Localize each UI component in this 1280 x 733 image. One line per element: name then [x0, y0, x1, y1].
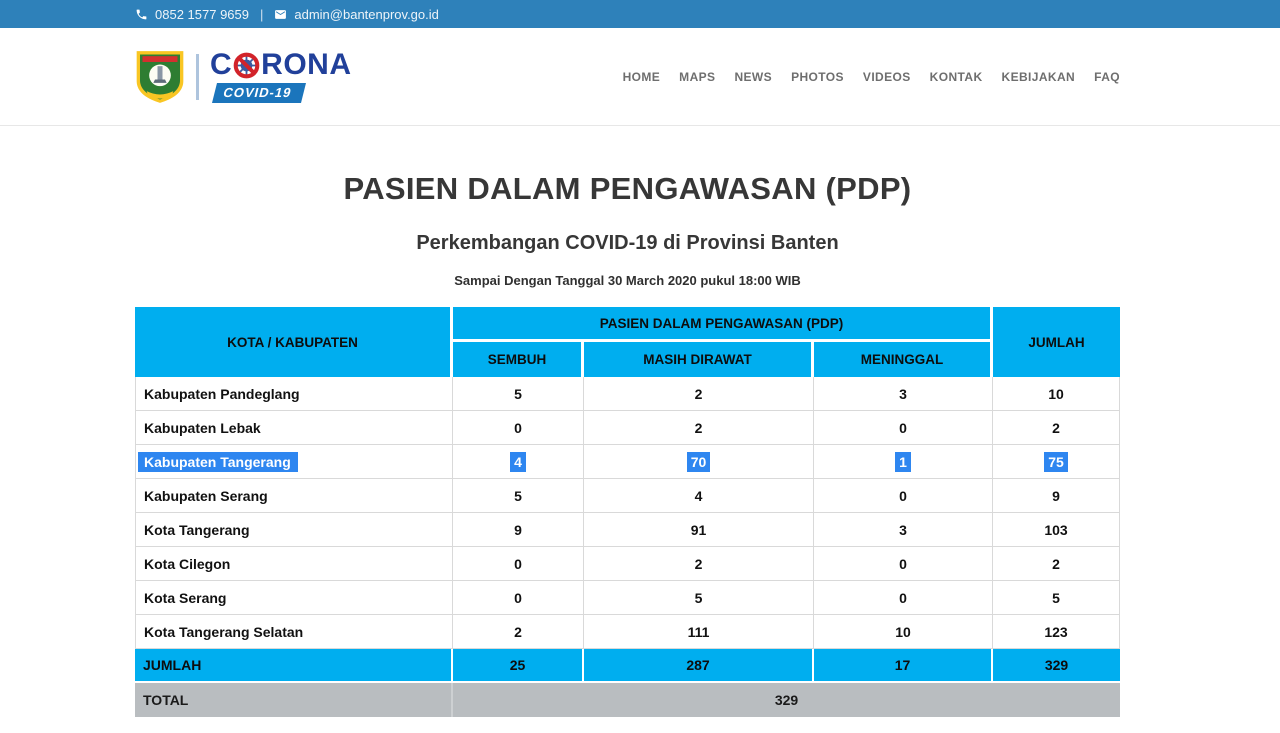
meninggal-cell — [814, 513, 993, 547]
table-row — [135, 479, 1120, 513]
sembuh-cell — [453, 581, 584, 615]
value-text: 2 — [694, 385, 703, 402]
no-virus-icon — [233, 52, 260, 79]
sembuh-cell — [453, 547, 584, 581]
value-text: 2 — [694, 419, 703, 436]
sembuh-cell — [453, 445, 584, 479]
value-text: 2 — [1052, 555, 1060, 572]
table-row — [135, 513, 1120, 547]
region-cell — [135, 547, 453, 581]
meninggal-cell — [814, 445, 993, 479]
phone-icon — [135, 8, 148, 21]
table-row — [135, 581, 1120, 615]
topbar-separator: | — [259, 6, 264, 22]
region-cell — [135, 377, 453, 411]
value-text: 123 — [1044, 623, 1068, 640]
table-row — [135, 547, 1120, 581]
value-text: 3 — [899, 521, 907, 538]
wordmark-prefix: C — [210, 48, 233, 81]
col-header-meninggal: MENINGGAL — [814, 342, 993, 377]
dirawat-cell — [584, 445, 814, 479]
region-cell — [135, 615, 453, 649]
topbar-phone-text: 0852 1577 9659 — [155, 6, 249, 22]
value-text: 0 — [514, 555, 522, 572]
value-text: 2 — [1052, 419, 1060, 436]
region-label: Kabupaten Tangerang — [138, 452, 298, 472]
value-text: 4 — [694, 487, 703, 504]
dirawat-cell — [584, 513, 814, 547]
sembuh-cell — [453, 513, 584, 547]
total-row — [135, 683, 1120, 717]
value-text: 9 — [514, 521, 522, 538]
page-title: PASIEN DALAM PENGAWASAN (PDP) — [343, 171, 912, 206]
region-label: Kabupaten Lebak — [144, 419, 261, 436]
jumlah-dirawat: 287 — [584, 649, 814, 683]
sembuh-cell — [453, 411, 584, 445]
value-text: 111 — [687, 623, 710, 640]
envelope-icon — [274, 8, 287, 21]
value-text: 0 — [899, 419, 907, 436]
pdp-table-body — [135, 377, 1120, 649]
covid19-banner: COVID-19 — [212, 83, 306, 103]
dirawat-cell — [584, 547, 814, 581]
meninggal-cell — [814, 411, 993, 445]
nav-item-videos[interactable]: VIDEOS — [862, 69, 911, 84]
region-cell — [135, 581, 453, 615]
table-row — [135, 615, 1120, 649]
value-text: 0 — [514, 589, 522, 606]
region-label: Kota Tangerang — [144, 521, 250, 538]
jumlah-cell — [993, 615, 1120, 649]
dirawat-cell — [584, 411, 814, 445]
total-row-value: 329 — [453, 683, 1120, 717]
col-header-jumlah: JUMLAH — [993, 307, 1120, 377]
nav-item-photos[interactable]: PHOTOS — [791, 69, 844, 84]
topbar-email-link[interactable] — [274, 7, 439, 22]
meninggal-cell — [814, 581, 993, 615]
value-text: 10 — [895, 623, 911, 640]
value-text: 5 — [514, 385, 522, 402]
region-cell — [135, 445, 453, 479]
main-content — [135, 126, 1120, 717]
value-text: 91 — [690, 521, 707, 538]
value-text: 70 — [687, 452, 711, 472]
sembuh-cell — [453, 479, 584, 513]
value-text: 4 — [510, 452, 526, 472]
pdp-table-header — [135, 307, 1120, 377]
dirawat-cell — [584, 581, 814, 615]
dirawat-cell — [584, 377, 814, 411]
main-nav — [623, 70, 1120, 84]
jumlah-cell — [993, 479, 1120, 513]
region-cell — [135, 411, 453, 445]
jumlah-cell — [993, 445, 1120, 479]
region-label: Kabupaten Pandeglang — [144, 385, 300, 402]
nav-item-kontak[interactable]: KONTAK — [929, 69, 983, 84]
region-label: Kota Tangerang Selatan — [144, 623, 304, 640]
value-text: 9 — [1052, 487, 1060, 504]
jumlah-sembuh: 25 — [453, 649, 584, 683]
dirawat-cell — [584, 479, 814, 513]
table-row — [135, 445, 1120, 479]
banten-crest-icon — [135, 49, 185, 105]
value-text: 3 — [899, 385, 907, 402]
col-header-masih-dirawat: MASIH DIRAWAT — [584, 342, 814, 377]
nav-item-maps[interactable]: MAPS — [679, 69, 716, 84]
region-cell — [135, 513, 453, 547]
region-label: Kota Serang — [144, 589, 227, 606]
value-text: 2 — [694, 555, 703, 572]
region-cell — [135, 479, 453, 513]
value-text: 0 — [899, 589, 907, 606]
col-header-group: PASIEN DALAM PENGAWASAN (PDP) — [453, 307, 993, 342]
nav-item-faq[interactable]: FAQ — [1094, 69, 1120, 84]
topbar — [0, 0, 1280, 28]
value-text: 75 — [1044, 452, 1068, 472]
topbar-phone-link[interactable] — [135, 7, 249, 22]
jumlah-cell — [993, 547, 1120, 581]
value-text: 10 — [1048, 385, 1064, 402]
value-text: 0 — [514, 419, 522, 436]
total-row-label: TOTAL — [135, 683, 453, 717]
meninggal-cell — [814, 615, 993, 649]
jumlah-row — [135, 649, 1120, 683]
region-label: Kabupaten Serang — [144, 487, 268, 504]
value-text: 0 — [899, 487, 907, 504]
page-subtitle: Perkembangan COVID-19 di Provinsi Banten — [416, 232, 839, 254]
site-logo[interactable] — [135, 49, 352, 105]
topbar-email-text: admin@bantenprov.go.id — [294, 6, 439, 22]
jumlah-cell — [993, 377, 1120, 411]
sembuh-cell — [453, 615, 584, 649]
nav-item-kebijakan[interactable]: KEBIJAKAN — [1001, 69, 1076, 84]
meninggal-cell — [814, 547, 993, 581]
pdp-table — [135, 307, 1120, 717]
jumlah-cell — [993, 581, 1120, 615]
value-text: 1 — [895, 452, 911, 472]
nav-item-home[interactable]: HOME — [622, 69, 661, 84]
jumlah-meninggal: 17 — [814, 649, 993, 683]
value-text: 5 — [514, 487, 522, 504]
value-text: 5 — [1052, 589, 1060, 606]
col-header-region: KOTA / KABUPATEN — [135, 307, 453, 377]
jumlah-cell — [993, 513, 1120, 547]
logo-divider — [196, 54, 199, 100]
table-row — [135, 411, 1120, 445]
date-line: Sampai Dengan Tanggal 30 March 2020 pukul 18:00 WIB — [454, 273, 801, 288]
value-text: 5 — [694, 589, 703, 606]
region-label: Kota Cilegon — [144, 555, 231, 572]
table-row — [135, 377, 1120, 411]
jumlah-total: 329 — [993, 649, 1120, 683]
sembuh-cell — [453, 377, 584, 411]
dirawat-cell — [584, 615, 814, 649]
jumlah-row-label: JUMLAH — [135, 649, 453, 683]
value-text: 2 — [514, 623, 522, 640]
value-text: 0 — [899, 555, 907, 572]
jumlah-cell — [993, 411, 1120, 445]
site-header — [0, 28, 1280, 126]
wordmark-suffix: RONA — [261, 48, 352, 81]
value-text: 103 — [1044, 521, 1068, 538]
nav-item-news[interactable]: NEWS — [734, 69, 773, 84]
meninggal-cell — [814, 479, 993, 513]
col-header-sembuh: SEMBUH — [453, 342, 584, 377]
corona-wordmark — [210, 50, 352, 80]
meninggal-cell — [814, 377, 993, 411]
